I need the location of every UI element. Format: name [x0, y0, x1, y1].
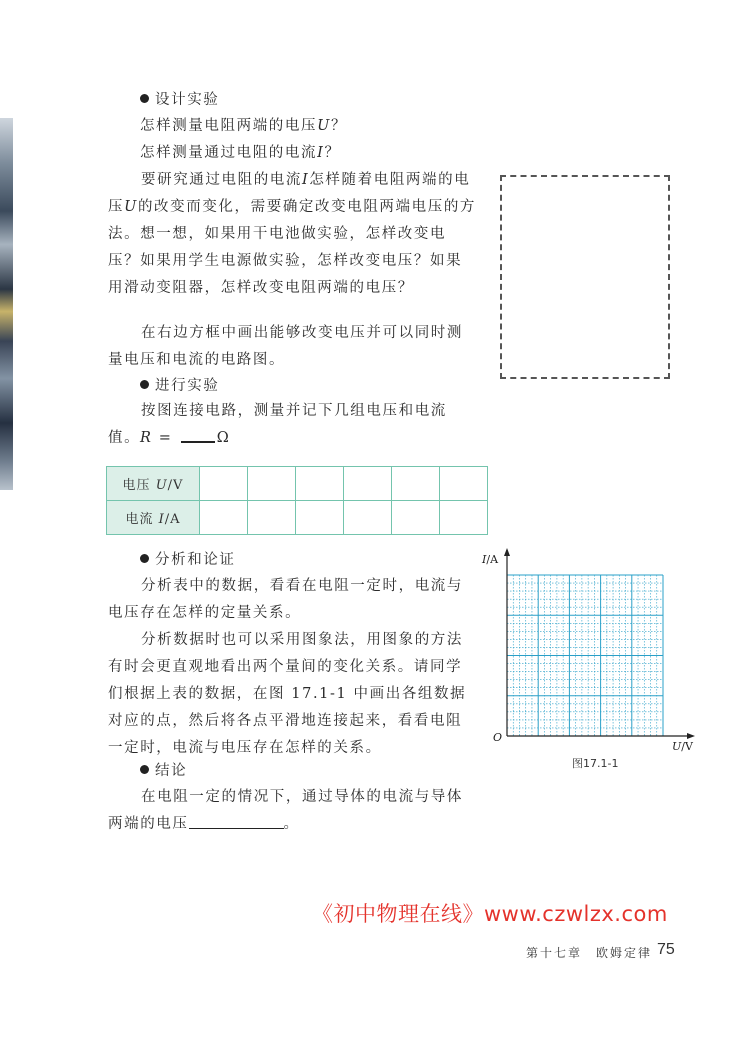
table-cell[interactable] — [296, 501, 344, 535]
x-axis-label: U/V — [672, 740, 693, 753]
table-cell[interactable] — [392, 467, 440, 501]
table-cell[interactable] — [344, 467, 392, 501]
row-label-voltage: 电压 U/V — [107, 467, 200, 501]
bullet-icon — [140, 380, 149, 389]
question-current: 怎样测量通过电阻的电流I？ — [140, 145, 341, 161]
resistance-fill-line: R = Ω — [140, 430, 231, 446]
table-cell[interactable] — [440, 501, 488, 535]
heading-text: 设计实验 — [155, 92, 220, 108]
resistance-blank[interactable] — [181, 441, 215, 443]
table-cell[interactable] — [440, 467, 488, 501]
row-label-current: 电流 I/A — [107, 501, 200, 535]
graph-svg — [470, 545, 700, 757]
heading-text: 进行实验 — [155, 378, 220, 394]
heading-design-experiment — [140, 88, 219, 112]
paragraph-connect-circuit: 按图连接电路，测量并记下几组电压和电流值。 — [108, 403, 447, 446]
paragraph-draw-circuit: 在右边方框中画出能够改变电压并可以同时测量电压和电流的电路图。 — [108, 325, 463, 368]
grid-graph — [470, 545, 700, 761]
paragraph-graph-method: 分析数据时也可以采用图象法，用图象的方法有时会更直观地看出两个量间的变化关系。请同学们根据上表的数据，在图 17.1-1 中画出各组数据对应的点，然后将各点平滑地连接起来，看看电阻一定时，电流与电压存在怎样的关系。 — [108, 632, 467, 756]
paragraph-analyze-table: 分析表中的数据，看看在电阻一定时，电流与电压存在怎样的定量关系。 — [108, 578, 463, 621]
circuit-drawing-box[interactable] — [500, 175, 670, 379]
heading-text: 分析和论证 — [155, 552, 236, 568]
conclusion-blank[interactable] — [189, 828, 284, 829]
edge-photo-strip — [0, 118, 13, 490]
bullet-icon — [140, 94, 149, 103]
table-row-voltage — [107, 467, 488, 501]
footer-chapter-title: 第十七章 欧姆定律 — [526, 946, 653, 960]
figure-caption: 图17.1-1 — [572, 757, 619, 770]
paragraph-conclusion: 在电阻一定的情况下，通过导体的电流与导体两端的电压 。 — [108, 789, 463, 832]
heading-text: 结论 — [155, 763, 188, 779]
heading-analysis — [140, 548, 236, 572]
table-row-current — [107, 501, 488, 535]
table-cell[interactable] — [392, 501, 440, 535]
y-axis-label: I/A — [482, 553, 499, 566]
table-cell[interactable] — [200, 501, 248, 535]
heading-conduct-experiment — [140, 374, 219, 398]
bullet-icon — [140, 765, 149, 774]
table-cell[interactable] — [200, 467, 248, 501]
x-axis-arrow-icon — [687, 733, 695, 739]
table-cell[interactable] — [248, 501, 296, 535]
y-axis-arrow-icon — [504, 548, 510, 556]
page-number: 75 — [657, 941, 675, 958]
table-cell[interactable] — [296, 467, 344, 501]
heading-conclusion — [140, 759, 187, 783]
bullet-icon — [140, 554, 149, 563]
question-voltage: 怎样测量电阻两端的电压U？ — [140, 118, 348, 134]
watermark: 《初中物理在线》www.czwlzx.com — [312, 902, 668, 926]
paragraph-method: 要研究通过电阻的电流I怎样随着电阻两端的电压U的改变而变化，需要确定改变电阻两端电压的方法。想一想，如果用干电池做实验，怎样改变电压？如果用学生电源做实验，怎样改变电压？如果用滑动变阻器，怎样改变电阻两端的电压？ — [108, 172, 477, 296]
table-cell[interactable] — [344, 501, 392, 535]
table-cell[interactable] — [248, 467, 296, 501]
data-table — [106, 466, 488, 535]
origin-label: O — [493, 731, 503, 744]
